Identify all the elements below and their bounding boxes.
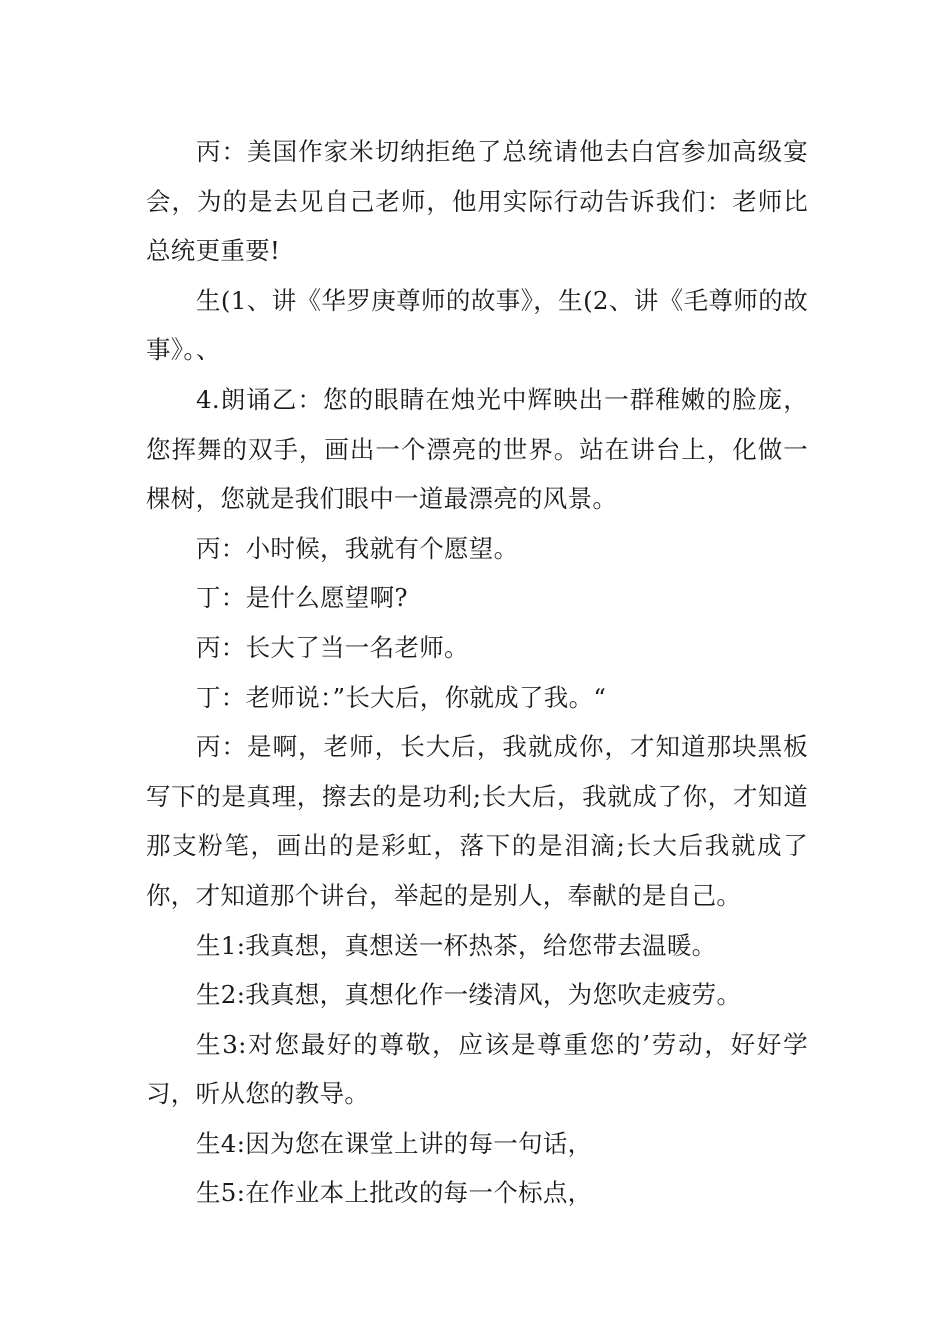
paragraph-bing-answer: 丙：长大了当一名老师。 [196, 632, 469, 662]
paragraph-ding-question: 丁：是什么愿望啊? [196, 583, 408, 613]
paragraph-bing-wish: 丙：小时候，我就有个愿望。 [196, 533, 519, 563]
paragraph-student-4: 生4:因为您在课堂上讲的每一句话， [196, 1128, 593, 1158]
paragraph-recitation-yi: 4.朗诵乙：您的眼睛在烛光中辉映出一群稚嫩的脸庞，您挥舞的双手，画出一个漂亮的世界。站在讲台上，化做一棵树，您就是我们眼中一道最漂亮的风景。 [146, 384, 808, 514]
paragraph-student-1: 生1:我真想，真想送一杯热茶，给您带去温暖。 [196, 930, 717, 960]
document-body [146, 127, 808, 1218]
paragraph-bing-grown-up: 丙：是啊，老师，长大后，我就成你，才知道那块黑板写下的是真理，擦去的是功利;长大后，我就成了你，才知道那支粉笔，画出的是彩虹，落下的是泪滴;长大后我就成了你，才知道那个讲台，举起的是别人，奉献的是自己。 [146, 732, 808, 910]
paragraph-bing-michener: 丙：美国作家米切纳拒绝了总统请他去白宫参加高级宴会，为的是去见自己老师，他用实际行动告诉我们：老师比总统更重要! [146, 137, 808, 266]
paragraph-student-5: 生5:在作业本上批改的每一个标点， [196, 1178, 593, 1208]
paragraph-ding-teacher-said: 丁：老师说：”长大后，你就成了我。“ [196, 682, 607, 712]
paragraph-student-2: 生2:我真想，真想化作一缕清风，为您吹走疲劳。 [196, 980, 742, 1010]
paragraph-student-3: 生3:对您最好的尊敬，应该是尊重您的’劳动，好好学习，听从您的教导。 [146, 1029, 808, 1109]
paragraph-student-stories: 生(1、讲《华罗庚尊师的故事》，生(2、讲《毛尊师的故事》。、 [146, 285, 808, 365]
